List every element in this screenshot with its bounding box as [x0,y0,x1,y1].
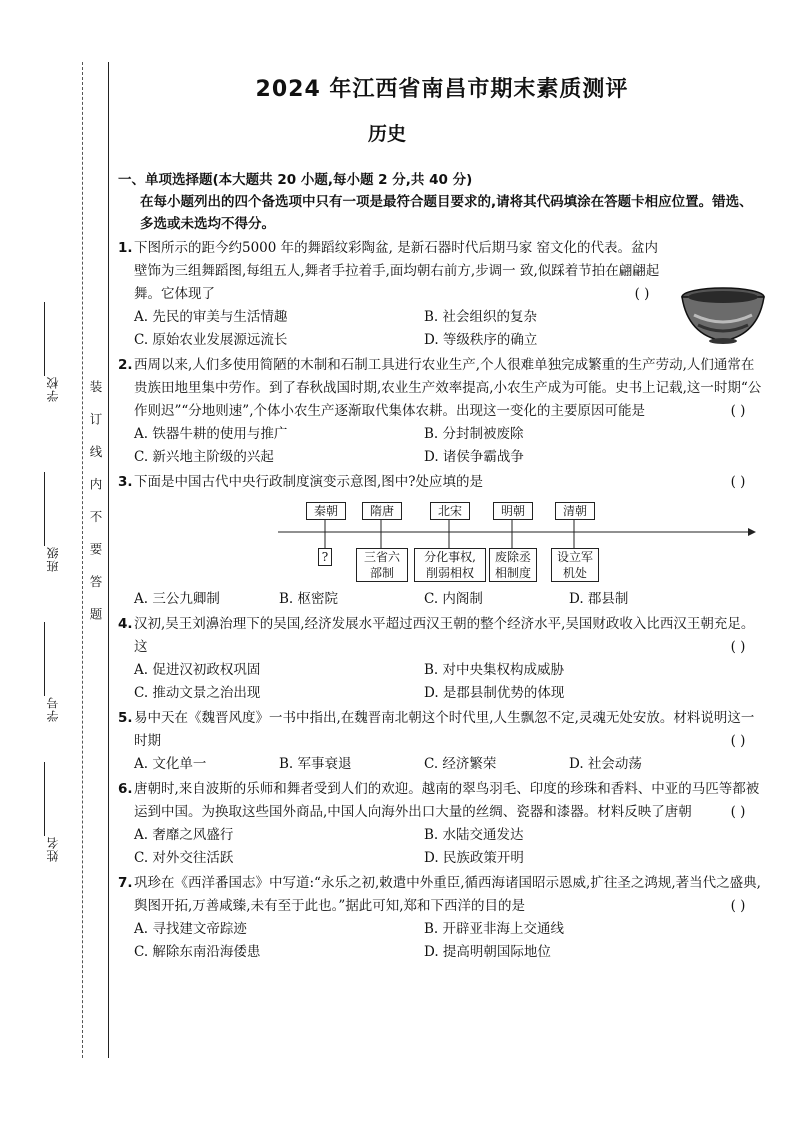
question-stem: 7. 巩珍在《西洋番国志》中写道:“永乐之初,敕遣中外重臣,循西海诸国昭示恩威,扩往圣之鸿规,著当代之盛典,舆图开拓,万善咸臻,未有至于此也。”据此可知,郑和下西洋的目的是 ( ) [118,872,766,918]
seal-line-text: 装订线内不要答题 [88,380,103,640]
option-c[interactable]: C. 推动文景之治出现 [134,685,261,701]
option-d[interactable]: D. 民族政策开明 [424,850,524,866]
option-a[interactable]: A. 促进汉初政权巩固 [134,662,261,678]
admin-system-timeline-diagram [278,500,758,584]
option-a[interactable]: A. 文化单一 [134,756,207,772]
section-instructions: 在每小题列出的四个备选项中只有一项是最符合题目要求的,请将其代码填涂在答题卡相应位置。错选、多选或未选均不得分。 [140,194,753,232]
question-stem: 6. 唐朝时,来自波斯的乐师和舞者受到人们的欢迎。越南的翠鸟羽毛、印度的珍珠和香料、中亚的马匹等都被运到中国。为换取这些国外商品,中国人向海外出口大量的丝绸、瓷器和漆器。材料反映了唐朝 ( ) [118,778,766,824]
option-c[interactable]: C. 原始农业发展源远流长 [134,332,288,348]
question-stem: 2. 西周以来,人们多使用简陋的木制和石制工具进行农业生产,个人很难单独完成繁重的生产劳动,人们通常在贵族田地里集中劳作。到了春秋战国时期,农业生产效率提高,小农生产成为可能。史书上记载,这一时期“公作则迟”“分地则速”,个体小农生产逐渐取代集体农耕。出现这一变化的主要原因可能是 ( ) [118,354,766,423]
option-a[interactable]: A. 先民的审美与生活情趣 [134,309,288,325]
answer-paren[interactable]: ( ) [730,403,746,419]
question-number: 6. [118,781,133,797]
answer-paren[interactable]: ( ) [730,733,746,749]
question-number: 5. [118,710,133,726]
question-options [118,753,766,776]
answer-paren[interactable]: ( ) [730,639,746,655]
question-options [118,423,766,469]
question-2 [118,354,766,469]
option-a[interactable]: A. 奢靡之风盛行 [134,827,234,843]
name-label: 姓名 [46,836,60,862]
option-c[interactable]: C. 经济繁荣 [424,756,497,772]
option-b[interactable]: B. 对中央集权构成威胁 [424,662,565,678]
question-options [118,588,766,611]
option-d[interactable]: D. 提高明朝国际地位 [424,944,551,960]
option-b[interactable]: B. 分封制被废除 [424,426,524,442]
question-options [118,824,766,870]
pottery-basin-image [680,285,766,345]
answer-paren[interactable]: ( ) [730,474,746,490]
question-number: 4. [118,616,133,632]
subject-title: 历史 [368,123,407,145]
section-heading: 一、单项选择题(本大题共 20 小题,每小题 2 分,共 40 分) [118,172,473,188]
option-b[interactable]: B. 枢密院 [279,591,339,607]
system-abolish-chancellor: 废除丞 相制度 [489,548,537,582]
question-4 [118,613,766,705]
system-unknown-box[interactable]: ? [318,548,332,566]
question-number: 7. [118,875,133,891]
binding-margin [0,0,112,1124]
question-1 [118,237,766,352]
question-stem: 4. 汉初,吴王刘濞治理下的吴国,经济发展水平超过西汉王朝的整个经济水平,吴国财政收入比西汉王朝充足。这 ( ) [118,613,766,659]
option-b[interactable]: B. 军事衰退 [279,756,352,772]
question-number: 3. [118,474,133,490]
question-3 [118,471,766,611]
dynasty-suitang: 隋唐 [362,502,402,520]
class-label: 班级 [46,546,60,572]
question-6 [118,778,766,870]
question-7 [118,872,766,964]
option-a[interactable]: A. 寻找建文帝踪迹 [134,921,247,937]
question-stem: 1. 下图所示的距今约5000 年的舞蹈纹彩陶盆, 是新石器时代后期马家 窑文化的代表。盆内壁饰为三组舞蹈图,每组五人,舞者手拉着手,面均朝右前方,步调一 致,似踩着节拍在翩翩起舞。它体现了 ( ) [118,237,766,306]
option-b[interactable]: B. 水陆交通发达 [424,827,524,843]
option-c[interactable]: C. 新兴地主阶级的兴起 [134,449,274,465]
dynasty-ming: 明朝 [493,502,533,520]
option-d[interactable]: D. 是郡县制优势的体现 [424,685,565,701]
question-options [118,659,766,705]
option-b[interactable]: B. 社会组织的复杂 [424,309,538,325]
question-stem: 5. 易中天在《魏晋风度》一书中指出,在魏晋南北朝这个时代里,人生飘忽不定,灵魂无处安放。材料说明这一时期 ( ) [118,707,766,753]
system-three-departments: 三省六 部制 [356,548,408,582]
option-a[interactable]: A. 铁器牛耕的使用与推广 [134,426,288,442]
question-5 [118,707,766,776]
question-options [118,306,766,352]
number-field[interactable] [44,620,84,722]
number-label: 学号 [46,696,60,722]
system-grand-council: 设立军 机处 [551,548,599,582]
option-d[interactable]: D. 社会动荡 [569,756,642,772]
option-d[interactable]: D. 诸侯争霸战争 [424,449,524,465]
option-b[interactable]: B. 开辟亚非海上交通线 [424,921,565,937]
option-c[interactable]: C. 对外交往活跃 [134,850,234,866]
question-stem: 3. 下面是中国古代中央行政制度演变示意图,图中?处应填的是 ( ) [118,471,766,494]
dynasty-qing: 清朝 [555,502,595,520]
question-number: 1. [118,240,133,256]
answer-paren[interactable]: ( ) [730,898,746,914]
dynasty-northern-song: 北宋 [430,502,470,520]
option-c[interactable]: C. 内阁制 [424,591,483,607]
option-d[interactable]: D. 郡县制 [569,591,629,607]
answer-paren[interactable]: ( ) [730,804,746,820]
dynasty-qin: 秦朝 [306,502,346,520]
name-field[interactable] [44,760,84,862]
option-c[interactable]: C. 解除东南沿海倭患 [134,944,261,960]
question-number: 2. [118,357,133,373]
option-d[interactable]: D. 等级秩序的确立 [424,332,538,348]
answer-paren[interactable]: ( ) [634,286,650,302]
page-title: 2024 年江西省南昌市期末素质测评 [255,77,629,102]
question-options [118,918,766,964]
exam-page [118,72,766,964]
option-a[interactable]: A. 三公九卿制 [134,591,220,607]
school-field[interactable] [44,300,84,402]
school-label: 学校 [46,376,60,402]
class-field[interactable] [44,470,84,572]
binding-solid-line [108,62,109,1058]
system-divide-power: 分化事权, 削弱相权 [414,548,486,582]
